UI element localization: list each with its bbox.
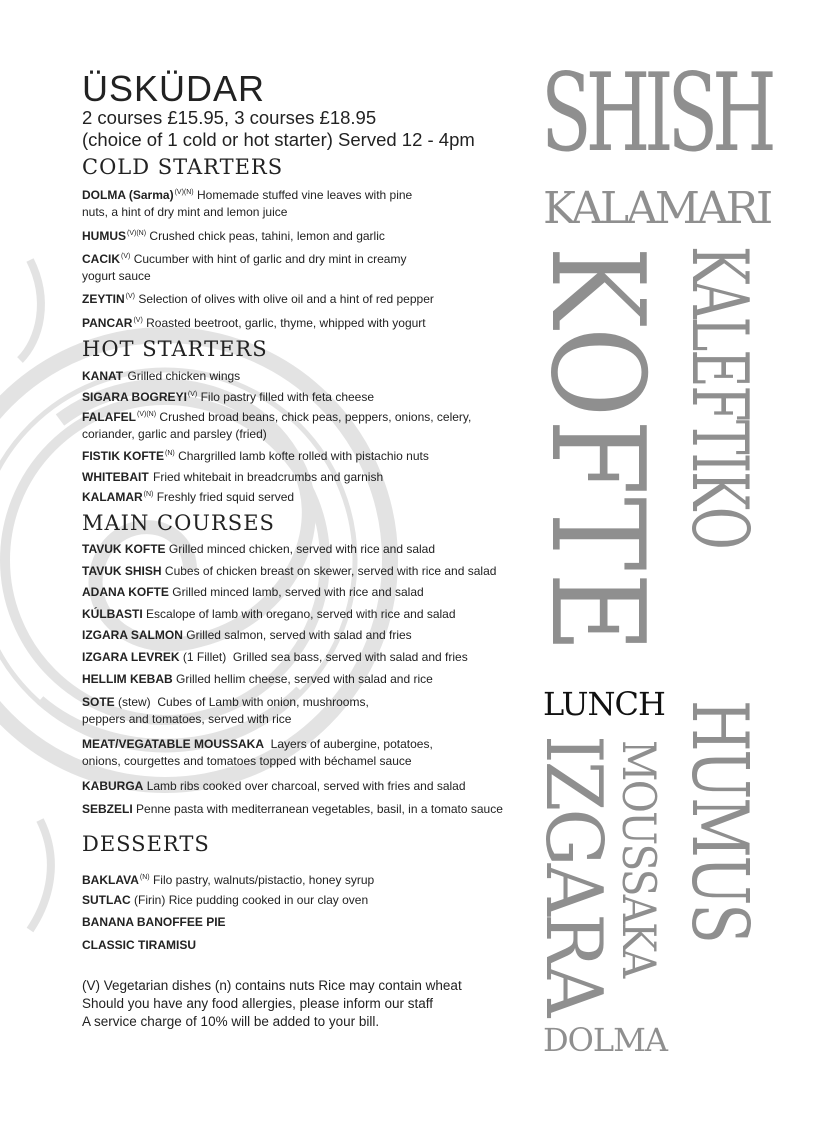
menu-item-izgara-salmon [82,627,522,644]
dish-name: SEBZELI [82,802,133,816]
section-title-cold-starters: COLD STARTERS [82,155,284,179]
dish-qualifier: (Firin) [134,893,166,907]
menu-item-kanat [82,365,522,385]
dish-name: FALAFEL [82,410,136,424]
menu-item-sutlac [82,892,522,909]
decor-word-izgara: IZGARA [528,735,618,1015]
dish-description: Grilled hellim cheese, served with salad and rice [176,672,433,686]
dish-name: HUMUS [82,229,126,243]
diet-note: (N) [139,874,150,881]
menu-item-tavuk-kofte [82,541,522,558]
dish-name: SIGARA BOGREYI [82,390,187,404]
dish-description: Cubes of chicken breast on skewer, served with rice and salad [164,564,497,578]
dish-description: Cucumber with hint of garlic and dry mint in creamy yogurt sauce [82,252,407,283]
dish-name: SOTE [82,695,115,709]
menu-item-banoffee-pie [82,914,522,931]
decor-word-humus: HUMUS [674,700,764,942]
section-title-desserts: DESSERTS [82,832,210,856]
menu-item-kaburga [82,778,522,795]
lunch-heading: LUNCH [543,685,665,723]
dish-name: ADANA KOFTE [82,585,169,599]
menu-item-adana-kofte [82,584,522,601]
diet-note: (V)(N) [137,411,157,418]
dish-name: ZEYTIN [82,292,125,306]
menu-item-zeytin [82,288,522,308]
decor-word-kalamari: KALAMARI [543,183,771,234]
dish-description: Penne pasta with mediterranean vegetables, basil, in a tomato sauce [136,802,503,816]
menu-item-sebzeli [82,801,522,818]
menu-item-falafel [82,406,482,443]
dish-description: Grilled chicken wings [127,369,241,383]
menu-item-tiramisu [82,937,522,954]
dish-name: IZGARA SALMON [82,628,183,642]
service-charge-notice: A service charge of 10% will be added to your bill. [82,1014,380,1029]
dish-qualifier: (stew) [118,695,151,709]
dish-description: Filo pastry, walnuts/pistactio, honey syrup [152,873,375,887]
diet-note: (N) [165,450,175,457]
decor-word-dolma: DOLMA [543,1021,668,1059]
dish-name: KANAT [82,369,124,383]
menu-item-baklava [82,869,522,889]
dish-name: FISTIK KOFTE [82,449,164,463]
dish-description: Grilled minced chicken, served with rice and salad [168,542,436,556]
allergy-notice: Should you have any food allergies, please inform our staff [82,996,433,1011]
pricing-info [82,107,475,151]
menu-item-whitebait [82,466,522,486]
diet-note: (V) [125,293,136,300]
dish-description: Grilled minced lamb, served with rice and salad [172,585,424,599]
menu-item-pancar [82,312,522,332]
dish-description: Cubes of Lamb with onion, mushrooms, peppers and tomatoes, served with rice [82,695,369,726]
section-title-hot-starters: HOT STARTERS [82,337,268,361]
menu-item-cacik [82,248,422,285]
menu-item-kalamar [82,486,522,506]
diet-note: (N) [143,491,154,498]
menu-item-dolma [82,184,432,221]
menu-item-hellim-kebab [82,671,522,688]
dish-description: Homemade stuffed vine leaves with pine nuts, a hint of dry mint and lemon juice [82,188,413,219]
dish-name: BANANA BANOFFEE PIE [82,915,226,929]
dish-description: Freshly fried squid served [156,490,295,504]
dish-name: WHITEBAIT [82,470,149,484]
dish-description: Selection of olives with olive oil and a hint of red pepper [138,292,434,306]
dish-description: Rice pudding cooked in our clay oven [168,893,369,907]
decor-word-moussaka: MOUSSAKA [612,740,666,977]
dish-description: Lamb ribs cooked over charcoal, served with fries and salad [146,779,466,793]
dish-name: BAKLAVA [82,873,139,887]
dish-name: KABURGA [82,779,144,793]
dish-description: Grilled salmon, served with salad and fries [186,628,412,642]
dish-name: KALAMAR [82,490,143,504]
dish-name: MEAT/VEGATABLE MOUSSAKA [82,737,264,751]
decor-word-kaleftiko: KALEFTIKO [674,246,764,548]
dish-name: IZGARA LEVREK [82,650,180,664]
diet-note: (V)(N) [127,230,147,237]
dish-description: Escalope of lamb with oregano, served with rice and salad [146,607,456,621]
menu-item-sote [82,694,382,728]
dish-name: KÚLBASTI [82,607,143,621]
menu-item-sigara-bogreyi [82,386,522,406]
dish-qualifier: (1 Fillet) [182,650,227,664]
menu-item-fistik-kofte [82,445,522,465]
dish-description: Roasted beetroot, garlic, thyme, whipped with yogurt [146,316,426,330]
menu-item-humus [82,225,522,245]
dish-description: Crushed broad beans, chick peas, peppers, onions, celery, coriander, garlic and parsley (fried) [82,410,472,441]
dish-name: CACIK [82,252,120,266]
dish-description: Filo pastry filled with feta cheese [200,390,375,404]
dish-name: TAVUK KOFTE [82,542,166,556]
course-prices: 2 courses £15.95, 3 courses £18.95 [82,107,377,128]
dish-description: Chargrilled lamb kofte rolled with pistachio nuts [178,449,429,463]
serving-info: (choice of 1 cold or hot starter) Served 12 - 4pm [82,129,475,150]
dietary-legend: (V) Vegetarian dishes (n) contains nuts Rice may contain wheat [82,978,462,993]
dish-name: HELLIM KEBAB [82,672,173,686]
dish-name: PANCAR [82,316,133,330]
restaurant-name: ÜSKÜDAR [82,68,266,109]
menu-item-kulbasti [82,606,522,623]
menu-item-tavuk-shish [82,563,522,580]
section-title-main-courses: MAIN COURSES [82,511,275,535]
menu-item-izgara-levrek [82,649,522,666]
dish-description: Crushed chick peas, tahini, lemon and garlic [149,229,385,243]
diet-note: (V) [121,253,131,260]
diet-note: (V) [187,391,198,398]
dish-name: CLASSIC TIRAMISU [82,938,196,952]
dish-name: SUTLAC [82,893,131,907]
decor-word-shish: SHISH [541,51,771,176]
menu-item-moussaka [82,736,452,770]
dish-description: Grilled sea bass, served with salad and fries [232,650,468,664]
diet-note: (V)(N) [174,189,194,196]
dish-name: TAVUK SHISH [82,564,162,578]
dish-name: DOLMA (Sarma) [82,188,174,202]
menu-footer [82,977,462,1031]
diet-note: (V) [133,317,143,324]
decor-word-kofte: KOFTE [522,246,671,655]
dish-description: Layers of aubergine, potatoes, onions, courgettes and tomatoes topped with béchamel sauce [82,737,433,768]
dish-description: Fried whitebait in breadcrumbs and garnish [153,470,384,484]
